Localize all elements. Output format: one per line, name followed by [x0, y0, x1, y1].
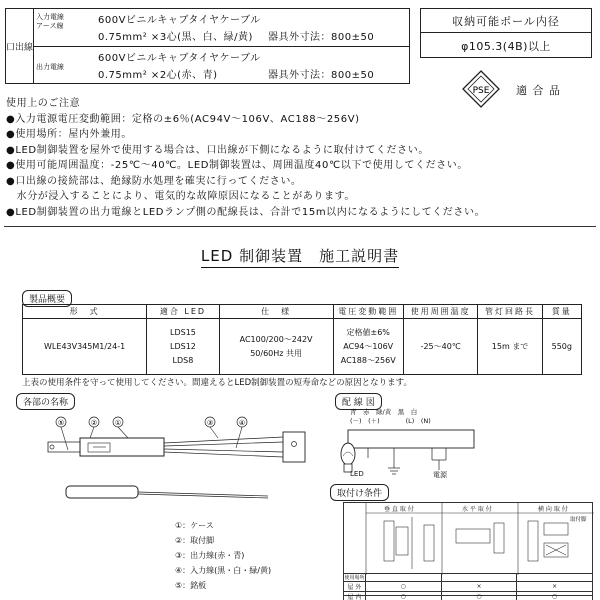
svg-text:PSE: PSE — [472, 86, 490, 96]
mount-leg-label: 取付脚 — [570, 517, 587, 523]
input-cable-type: 600Vビニルキャブタイヤケーブル — [98, 15, 261, 26]
row-header-place: 使用場所 — [344, 575, 365, 581]
wire-color-labels: 青 赤 緑/黄 黒 白 (－) (＋) (L) (N) — [350, 408, 431, 425]
cell-temp: -25～40℃ — [403, 319, 478, 375]
note-item: ●使用場所：屋内外兼用。 — [6, 129, 132, 140]
part-nameplate: ⑤：銘板 — [175, 581, 207, 590]
power-source-label: 電源 — [433, 471, 447, 479]
product-table — [22, 304, 582, 375]
cable-spec-table — [5, 8, 410, 84]
cell-mass: 550g — [542, 319, 581, 375]
part-input-wire: ④：入力線(黒・白・緑/黄) — [175, 566, 272, 575]
col-header-spec: 仕 様 — [219, 305, 333, 319]
input-cable-length: 器具外寸法：800±50 — [268, 32, 375, 43]
mark-cell: × — [517, 582, 593, 592]
output-cable-type: 600Vビニルキャブタイヤケーブル — [98, 53, 261, 64]
wiring-heading: 配 線 図 — [335, 393, 382, 410]
svg-text:②: ② — [90, 419, 98, 427]
parts-diagram — [28, 410, 318, 518]
note-item: ●使用可能周囲温度：-25℃～40℃。LED制御装置は、周囲温度40℃以下で使用してください。 — [6, 160, 468, 171]
led-label: LED — [350, 470, 364, 478]
usage-notes — [6, 96, 485, 220]
pole-diameter-value: φ105.3(4B)以上 — [461, 39, 551, 53]
col-header-length: 管灯回路長 — [478, 305, 542, 319]
mounting-heading: 取付け条件 — [330, 484, 389, 501]
col-header-mass: 質量 — [542, 305, 581, 319]
output-cable-cores: 0.75mm² ×2心(赤、青) — [98, 70, 218, 81]
note-item: ●入力電源電圧変動範囲：定格の±6％(AC94V～106V、AC188～256V) — [6, 113, 360, 125]
output-wire-label: 出力電線 — [36, 63, 64, 71]
mark-cell: × — [441, 582, 517, 592]
mark-cell: ○ — [441, 592, 517, 600]
cell-length: 15m まで — [478, 319, 542, 375]
pole-diameter-box — [420, 8, 592, 58]
note-item: 水分が浸入することにより、電気的な故障原因になることがあります。 — [6, 191, 355, 202]
cell-model: WLE43V345M1/24-1 — [23, 319, 147, 375]
mark-cell: ○ — [365, 592, 441, 600]
input-cable-cores: 0.75mm² ×3心(黒、白、緑/黄) — [98, 32, 253, 43]
part-case: ①：ケース — [175, 521, 214, 530]
cell-spec: AC100/200～242V 50/60Hz 共用 — [219, 319, 333, 375]
note-item: ●LED制御装置を屋外で使用する場合は、口出線が下側になるように取付けてください。 — [6, 144, 429, 156]
part-output-wire: ③：出力線(赤・青) — [175, 551, 245, 560]
input-wire-label: 入力電線 — [36, 13, 64, 21]
notes-heading: 使用上のご注意 — [6, 98, 81, 109]
svg-text:③: ③ — [206, 419, 214, 427]
svg-text:④: ④ — [238, 419, 246, 427]
note-item: ●口出線の接続部は、絶縁防水処理を確実に行ってください。 — [6, 175, 302, 187]
mark-cell: ○ — [365, 582, 441, 592]
mark-cell: ○ — [517, 592, 593, 600]
product-overview-heading: 製品概要 — [22, 290, 72, 307]
svg-text:①: ① — [114, 419, 122, 427]
mount-col-vertical: 垂 直 取 付 — [384, 506, 414, 513]
document-title: LED 制御装置 施工説明書 — [0, 245, 600, 266]
mounting-conditions-panel — [343, 502, 593, 600]
col-header-led: 適合 LED — [147, 305, 219, 319]
output-cable-length: 器具外寸法：800±50 — [268, 70, 375, 81]
svg-text:⑤: ⑤ — [57, 419, 65, 427]
divider-line — [4, 226, 596, 227]
cell-led: LDS15 LDS12 LDS8 — [147, 319, 219, 375]
spec-row-divider — [34, 46, 409, 47]
note-item: ●LED制御装置の出力電線とLEDランプ側の配線長は、合計で15m以内になるようにしてください。 — [6, 206, 486, 218]
mount-col-horizontal: 水 平 取 付 — [462, 506, 492, 513]
row-outdoor: 屋 外 — [344, 582, 366, 592]
col-header-temp: 使用周囲温度 — [403, 305, 478, 319]
outlet-label: 口出線 — [6, 9, 34, 83]
part-mount-leg: ②：取付脚 — [175, 536, 215, 545]
pse-compliant-label: 適 合 品 — [516, 84, 561, 97]
col-header-voltage: 電圧変動範囲 — [333, 305, 403, 319]
row-indoor: 屋 内 — [344, 592, 366, 600]
earth-wire-label: アース線 — [36, 22, 64, 30]
col-header-model: 形 式 — [23, 305, 147, 319]
parts-legend — [175, 518, 271, 593]
mount-col-side: 横 向 取 付 — [538, 506, 568, 513]
mounting-table — [343, 573, 593, 600]
parts-heading: 各部の名称 — [16, 393, 75, 410]
pole-heading: 収納可能ポール内径 — [421, 9, 591, 33]
usage-warning: 上表の使用条件を守って使用してください。間違えるとLED制御装置の短寿命などの原因となります。 — [22, 378, 412, 388]
cell-voltage: 定格値±6% AC94～106V AC188～256V — [333, 319, 403, 375]
